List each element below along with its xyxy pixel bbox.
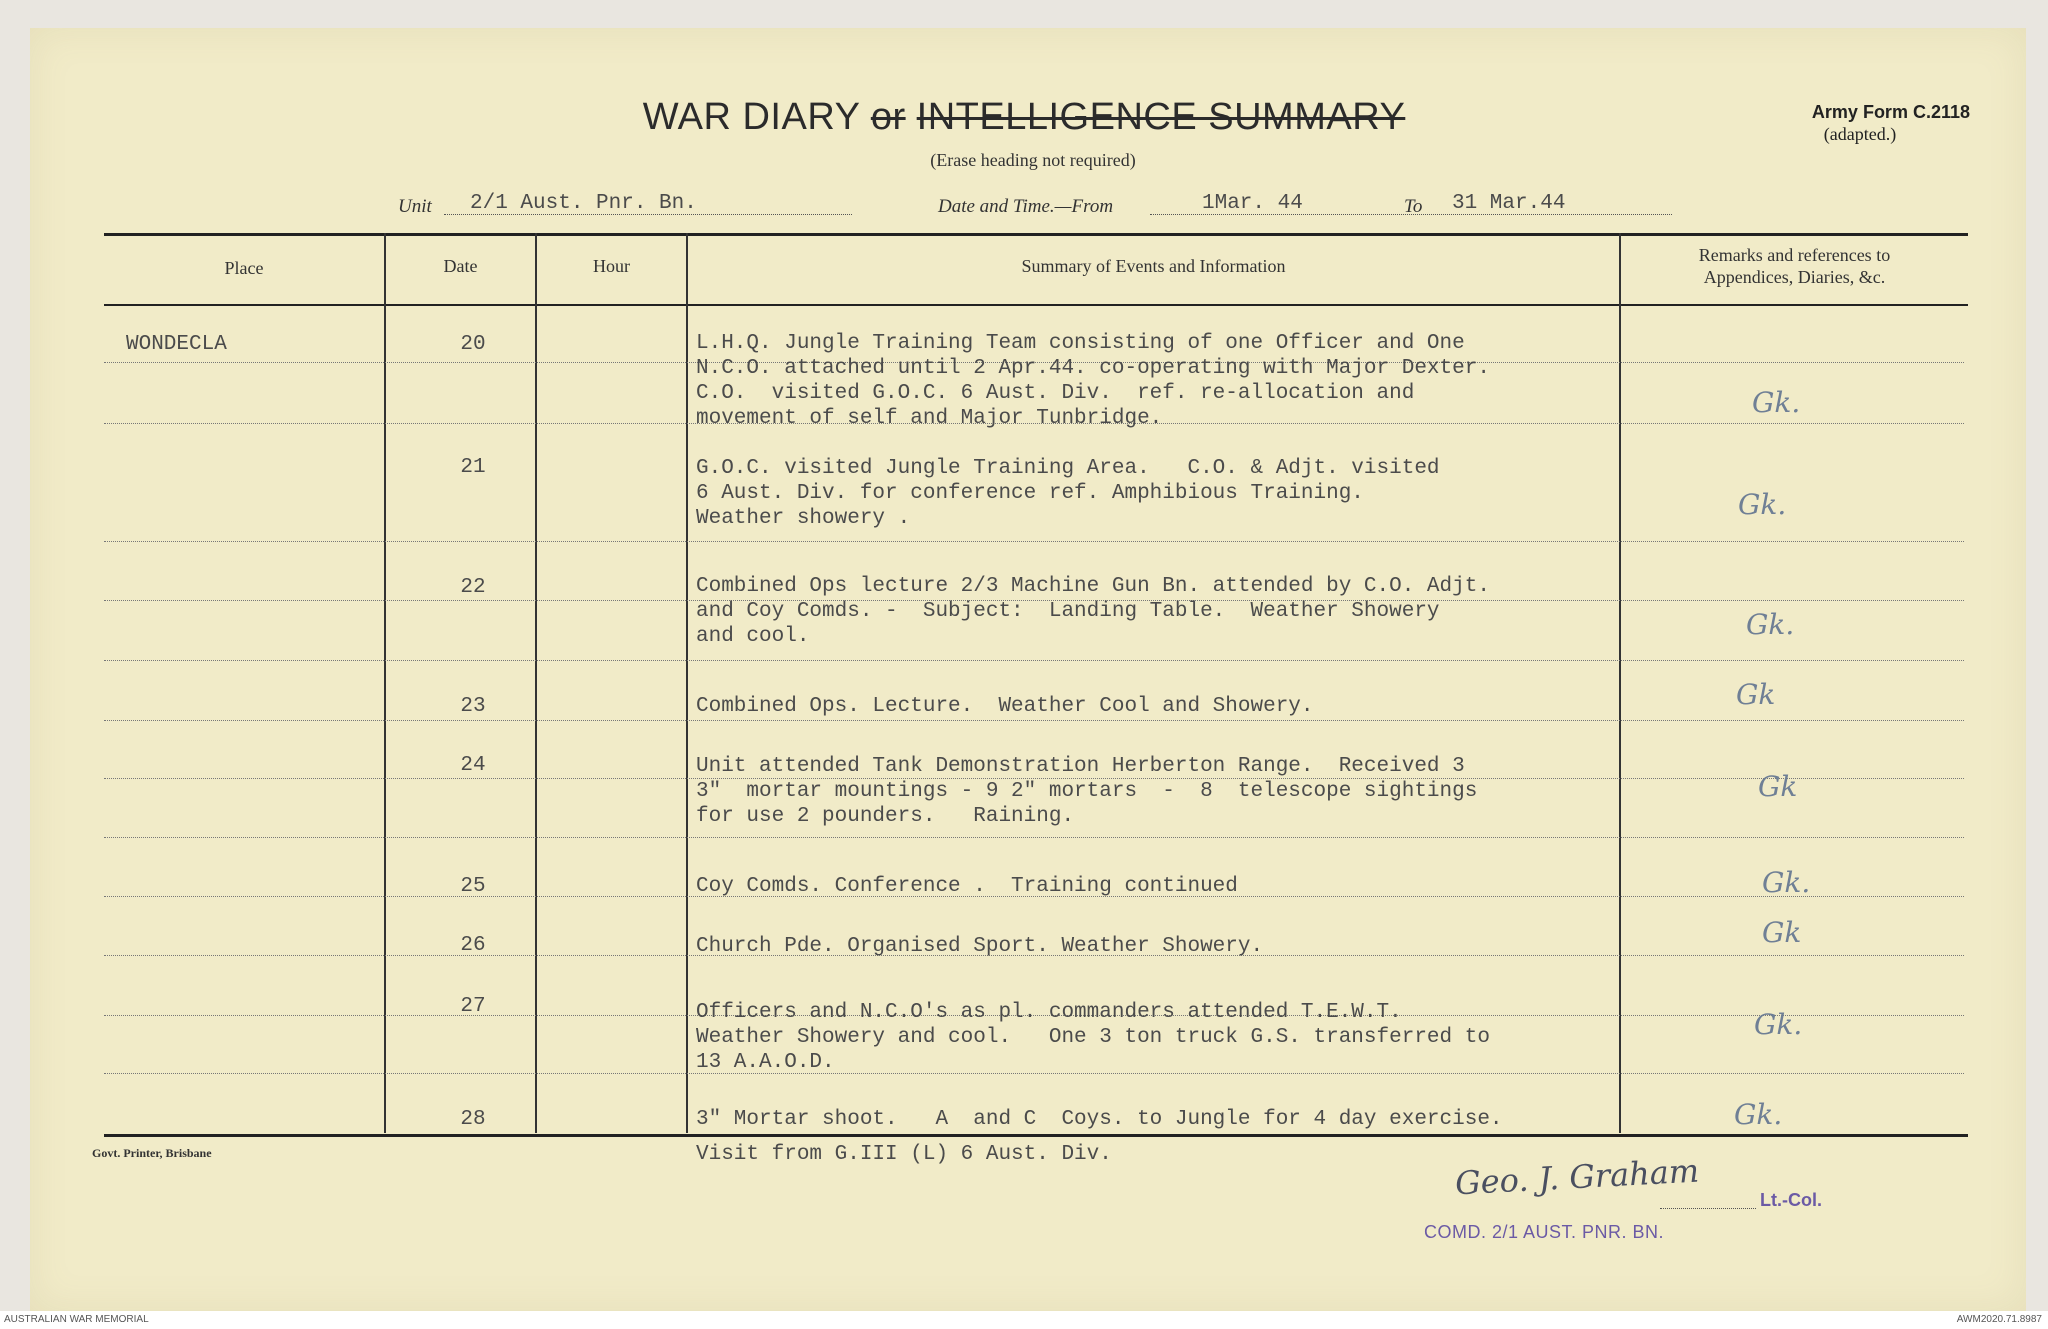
ruled-line xyxy=(104,837,1964,838)
header-place: Place xyxy=(224,258,264,278)
remarks-initials: Gk. xyxy=(1762,866,1811,899)
entry-summary: Combined Ops lecture 2/3 Machine Gun Bn. attended by C.O. Adjt. and Coy Comds. - Subject: Landing Table. Weather Showery and cool. xyxy=(696,575,1490,648)
unit-stamp: COMD. 2/1 AUST. PNR. BN. xyxy=(1424,1222,1665,1242)
header-remarks-line2: Appendices, Diaries, &c. xyxy=(1703,267,1886,287)
form-title: WAR DIARY or INTELLIGENCE SUMMARY xyxy=(642,96,1406,138)
remarks-initials: Gk. xyxy=(1746,608,1795,641)
date-dotline xyxy=(1150,214,1672,215)
remarks-initials: Gk xyxy=(1758,770,1798,803)
rank-label: Lt.-Col. xyxy=(1760,1190,1822,1210)
unit-dotline xyxy=(444,214,852,215)
col-divider-summary xyxy=(1619,233,1621,1133)
remarks-initials: Gk xyxy=(1736,678,1776,711)
entry-summary: G.O.C. visited Jungle Training Area. C.O. & Adjt. visited 6 Aust. Div. for conference ref. Amphibious Training. Weather showery . xyxy=(696,457,1440,530)
entry-summary: Coy Comds. Conference . Training continued xyxy=(696,875,1238,898)
archive-credit: AUSTRALIAN WAR MEMORIAL xyxy=(4,1314,149,1325)
entry-summary: Church Pde. Organised Sport. Weather Showery. xyxy=(696,935,1264,958)
entry-date: 28 xyxy=(460,1108,486,1131)
entry-summary: 3" Mortar shoot. A and C Coys. to Jungle for 4 day exercise. xyxy=(696,1108,1503,1131)
ruled-line xyxy=(104,720,1964,721)
entry-date: 21 xyxy=(460,456,486,479)
entry-date: 25 xyxy=(460,875,486,898)
remarks-initials: Gk. xyxy=(1738,488,1787,521)
date-from-label: Date and Time.—From xyxy=(938,196,1114,217)
entry-summary: Combined Ops. Lecture. Weather Cool and Showery. xyxy=(696,695,1314,718)
col-divider-place xyxy=(384,233,386,1133)
printer-credit: Govt. Printer, Brisbane xyxy=(92,1146,212,1160)
struck-title: INTELLIGENCE SUMMARY xyxy=(916,96,1406,138)
header-date: Date xyxy=(443,256,478,276)
archive-footer-bar xyxy=(0,1311,2048,1329)
col-divider-date xyxy=(535,233,537,1133)
signature-dotline xyxy=(1660,1208,1756,1209)
remarks-initials: Gk xyxy=(1762,916,1802,949)
entry-date: 26 xyxy=(460,934,486,957)
entry-summary: L.H.Q. Jungle Training Team consisting of one Officer and One N.C.O. attached until 2 Apr.44. co-operating with Major Dexter. C.O. visited G.O.C. 6 Aust. Div. ref. re-allocation and movement of self and Major Tunbridge. xyxy=(696,332,1490,430)
entry-date: 23 xyxy=(460,695,486,718)
archive-reference: AWM2020.71.8987 xyxy=(1956,1314,2042,1325)
entry-date: 27 xyxy=(460,995,486,1018)
continuation-line: Visit from G.III (L) 6 Aust. Div. xyxy=(696,1143,1112,1166)
ruled-line xyxy=(104,541,1964,542)
date-to-value: 31 Mar.44 xyxy=(1452,192,1566,215)
entry-summary: Unit attended Tank Demonstration Herberton Range. Received 3 3" mortar mountings - 9 2" mortars - 8 telescope sightings for use 2 pounders. Raining. xyxy=(696,755,1478,828)
adapted-note: (adapted.) xyxy=(1823,124,1897,144)
date-to-label: To xyxy=(1404,196,1423,217)
struck-title-or: or xyxy=(870,96,906,138)
place-value: WONDECLA xyxy=(126,333,227,356)
signature: Geo. J. Graham xyxy=(1454,1151,1701,1203)
remarks-initials: Gk. xyxy=(1734,1098,1783,1131)
table-bottom-rule xyxy=(104,1134,1968,1137)
entry-date: 22 xyxy=(460,576,486,599)
army-form-number: Army Form C.2118 xyxy=(1811,102,1970,122)
ruled-line xyxy=(104,660,1964,661)
header-hour: Hour xyxy=(593,256,630,276)
remarks-initials: Gk. xyxy=(1754,1008,1803,1041)
entry-date: 20 xyxy=(460,333,486,356)
header-summary: Summary of Events and Information xyxy=(1021,256,1286,276)
unit-value: 2/1 Aust. Pnr. Bn. xyxy=(470,192,697,215)
date-from-value: 1Mar. 44 xyxy=(1202,192,1303,215)
remarks-initials: Gk. xyxy=(1752,386,1801,419)
entry-date: 24 xyxy=(460,754,486,777)
unit-label: Unit xyxy=(398,196,432,217)
header-remarks-line1: Remarks and references to xyxy=(1698,245,1891,265)
erase-note: (Erase heading not required) xyxy=(930,150,1136,170)
entry-summary: Officers and N.C.O's as pl. commanders attended T.E.W.T. Weather Showery and cool. One 3 ton truck G.S. transferred to 13 A.A.O.D. xyxy=(696,1001,1490,1074)
col-divider-hour xyxy=(686,233,688,1133)
